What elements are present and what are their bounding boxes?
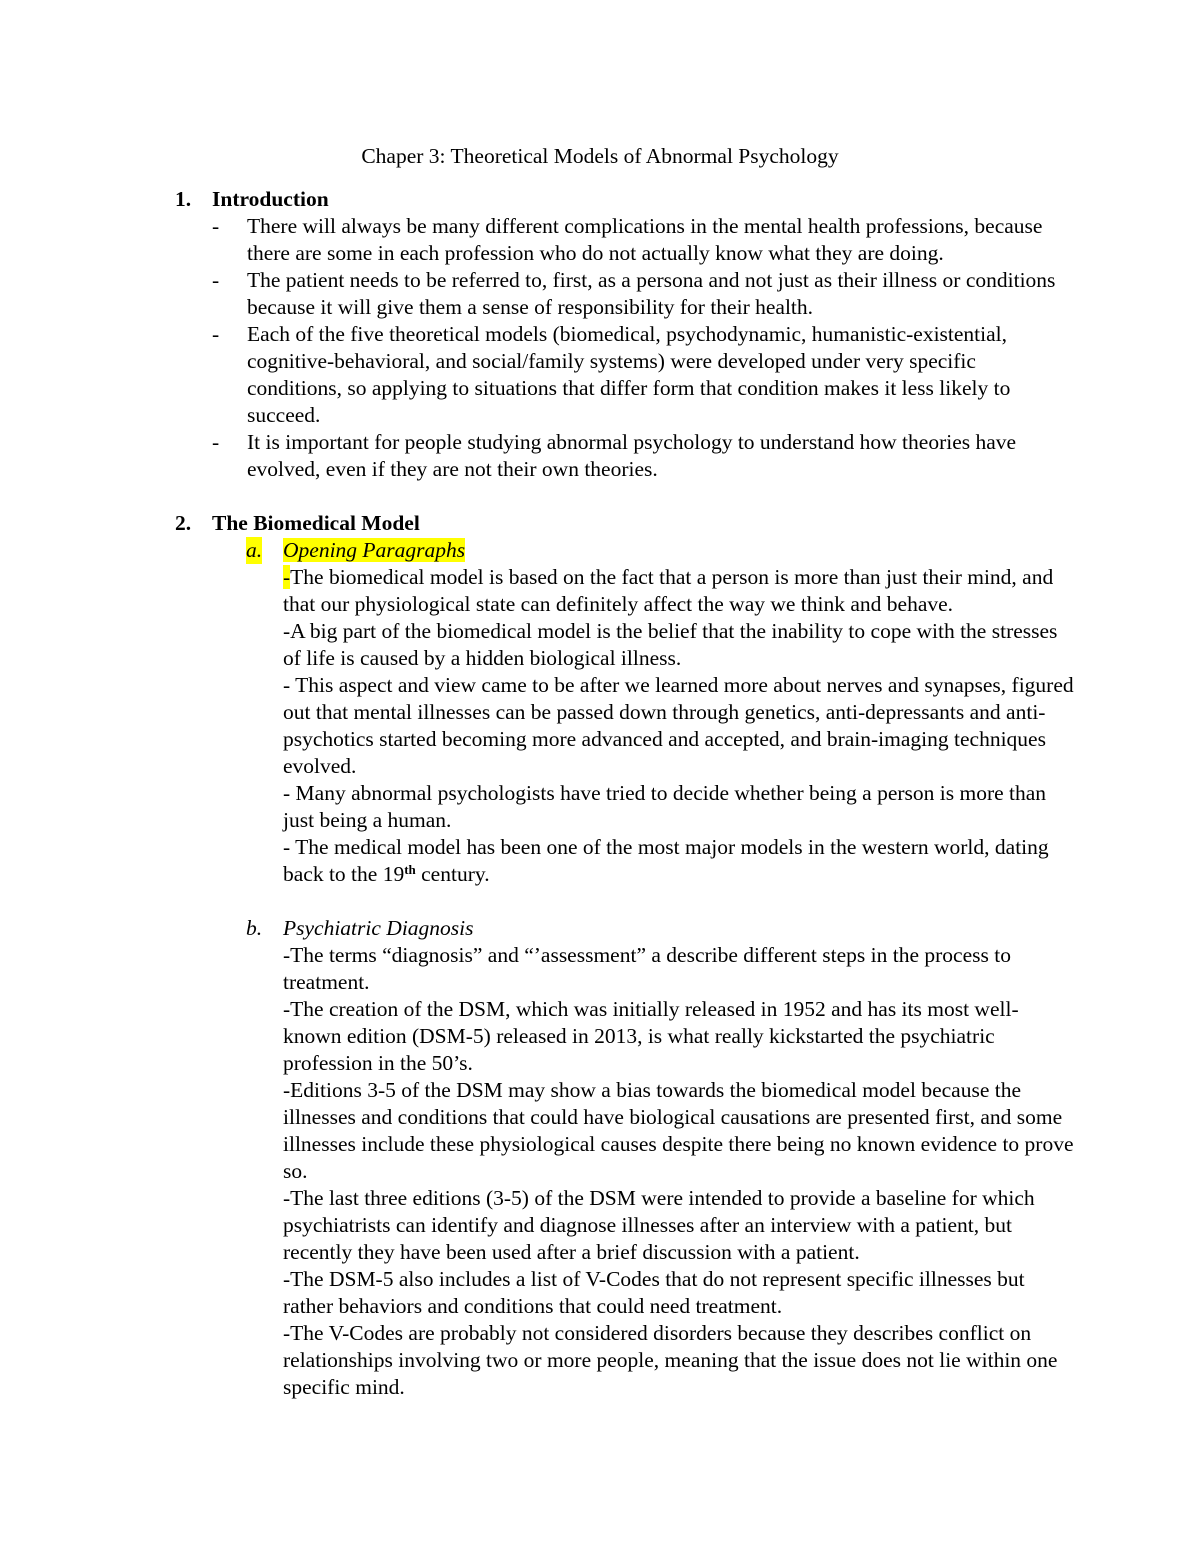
paragraph: -The DSM-5 also includes a list of V-Codes that do not represent specific illnesses but rather behaviors and conditions that could need treatment. [283,1267,1025,1318]
section-title: Introduction [212,187,329,211]
section-number: 1. [175,187,192,211]
section-heading-introduction [175,186,329,213]
dash-marker: - [212,268,220,292]
subsection-title: Opening Paragraphs [283,538,466,562]
section-title: The Biomedical Model [212,511,420,535]
list-item [212,429,1072,483]
subsection-opening-paragraphs [246,537,1076,888]
section-heading-biomedical-model [175,510,420,537]
paragraph [246,564,1076,618]
paragraph-text: century. [415,862,490,886]
bullet-text: It is important for people studying abnormal psychology to understand how theories have evolved, even if they are not their own theories. [247,430,1017,481]
paragraph-text: - The medical model has been one of the most major models in the western world, dating back to the 19 [283,835,1049,886]
superscript: th [404,862,416,877]
dash-marker: - [212,430,220,454]
highlighted-dash: - [283,565,291,589]
paragraph: -The creation of the DSM, which was initially released in 1952 and has its most well-known edition (DSM-5) released in 2013, is what really kickstarted the psychiatric profession in the 50’s. [283,997,1019,1075]
list-item [212,213,1072,267]
subsection-letter: a. [246,538,263,562]
document-title: Chaper 3: Theoretical Models of Abnormal Psychology [361,144,839,168]
subsection-heading [246,537,1076,564]
subsection-psychiatric-diagnosis [246,915,1076,1401]
dash-marker: - [212,214,220,238]
paragraph: -The V-Codes are probably not considered disorders because they describes conflict on relationships involving two or more people, meaning that the issue does not lie within one specific mind. [283,1321,1058,1399]
bullet-text: There will always be many different complications in the mental health professions, because there are some in each profession who do not actually know what they are doing. [247,214,1043,265]
introduction-bullet-list [212,213,1072,483]
bullet-text: Each of the five theoretical models (biomedical, psychodynamic, humanistic-existential, cognitive-behavioral, and social/family systems) were developed under very specific conditions, so applying to situations that differ form that condition makes it less likely to succeed. [247,322,1011,427]
bullet-text: The patient needs to be referred to, first, as a persona and not just as their illness or conditions because it will give them a sense of responsibility for their health. [247,268,1056,319]
subsection-letter: b. [246,916,263,940]
list-item [212,267,1072,321]
section-number: 2. [175,511,192,535]
paragraph: -The last three editions (3-5) of the DSM were intended to provide a baseline for which psychiatrists can identify and diagnose illnesses after an interview with a patient, but recently they have been used after a brief discussion with a patient. [283,1186,1035,1264]
paragraph: -The terms “diagnosis” and “’assessment” a describe different steps in the process to treatment. [283,943,1011,994]
subsection-heading [246,915,1076,942]
paragraph: - Many abnormal psychologists have tried to decide whether being a person is more than just being a human. [283,781,1047,832]
paragraph [246,834,1076,888]
paragraph-text: The biomedical model is based on the fact that a person is more than just their mind, and that our physiological state can definitely affect the way we think and behave. [283,565,1054,616]
subsection-title: Psychiatric Diagnosis [283,916,474,940]
paragraph: -A big part of the biomedical model is the belief that the inability to cope with the stresses of life is caused by a hidden biological illness. [283,619,1058,670]
list-item [212,321,1072,429]
paragraph: - This aspect and view came to be after we learned more about nerves and synapses, figured out that mental illnesses can be passed down through genetics, anti-depressants and anti-psychotics started becoming more advanced and accepted, and brain-imaging techniques evolved. [283,673,1074,778]
paragraph: -Editions 3-5 of the DSM may show a bias towards the biomedical model because the illnesses and conditions that could have biological causations are presented first, and some illnesses include these physiological causes despite there being no known evidence to prove so. [283,1078,1074,1183]
dash-marker: - [212,322,220,346]
